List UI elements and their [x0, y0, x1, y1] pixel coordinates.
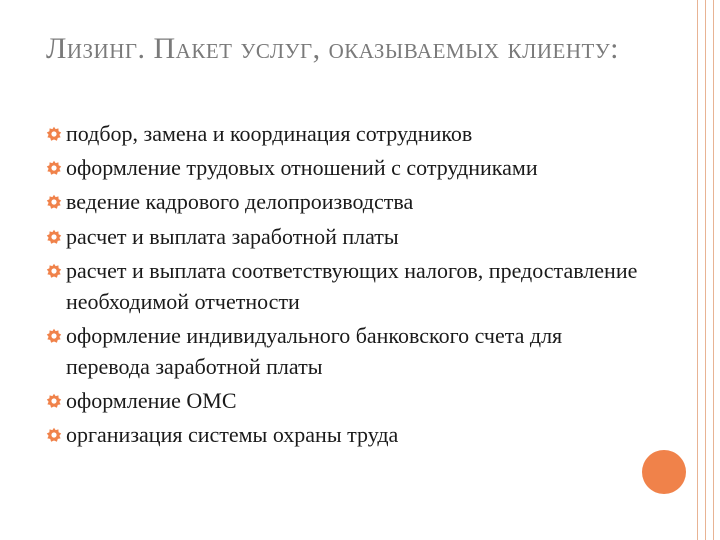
bullet-text: расчет и выплата соответствующих налогов, предоставление необходимой отчетности [66, 257, 638, 314]
list-item [46, 385, 646, 416]
bullet-text: подбор, замена и координация сотрудников [66, 121, 473, 146]
slide-title: Лизинг. Пакет услуг, оказываемых клиенту: [46, 32, 620, 65]
gear-bullet-icon [46, 229, 62, 245]
bullet-list [46, 118, 646, 454]
list-item [46, 221, 646, 252]
bullet-text: оформление индивидуального банковского счета для перевода заработной платы [66, 322, 563, 379]
gear-bullet-icon [46, 328, 62, 344]
gear-bullet-icon [46, 126, 62, 142]
gear-bullet-icon [46, 160, 62, 176]
decorative-border-line [713, 0, 714, 540]
gear-bullet-icon [46, 263, 62, 279]
list-item [46, 152, 646, 183]
bullet-text: ведение кадрового делопроизводства [66, 189, 414, 215]
gear-bullet-icon [46, 194, 62, 210]
list-item [46, 419, 646, 450]
list-item [46, 320, 646, 382]
list-item [46, 255, 646, 317]
gear-bullet-icon [46, 393, 62, 409]
gear-bullet-icon [46, 427, 62, 443]
bullet-text: оформление трудовых отношений с сотрудниками [66, 155, 538, 181]
bullet-text: организация системы охраны труда [66, 422, 399, 448]
list-item [46, 186, 646, 217]
decorative-border-line [705, 0, 706, 540]
decorative-border-line [697, 0, 698, 540]
list-item [46, 118, 646, 149]
decorative-circle [642, 450, 686, 494]
bullet-text: оформление ОМС [66, 388, 237, 414]
bullet-text: расчет и выплата заработной платы [66, 223, 399, 249]
